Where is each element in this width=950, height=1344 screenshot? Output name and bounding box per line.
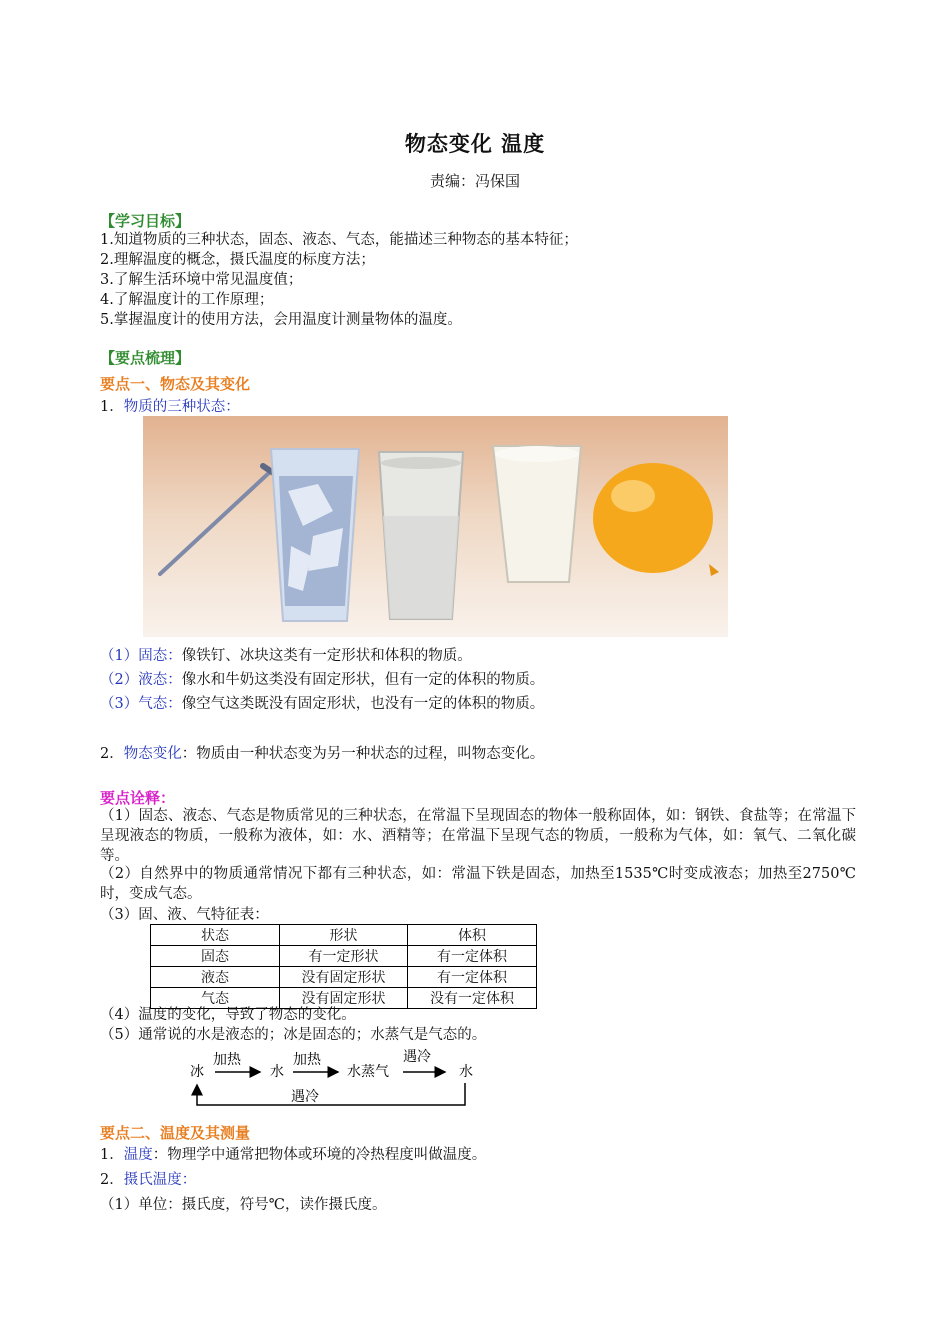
goal-item: 4.了解温度计的工作原理； bbox=[100, 292, 274, 308]
diagram-node: 水 bbox=[270, 1064, 284, 1080]
table-header-row bbox=[151, 925, 537, 946]
balloon-icon bbox=[593, 463, 713, 573]
state-liquid bbox=[100, 670, 544, 690]
item-number: 1． bbox=[100, 1147, 124, 1163]
author-line: 责编：冯保国 bbox=[429, 172, 520, 190]
state-text: 像铁钉、冰块这类有一定形状和体积的物质。 bbox=[181, 648, 472, 664]
table-header: 形状 bbox=[280, 925, 408, 946]
diagram-node: 冰 bbox=[190, 1064, 204, 1080]
item-label: 温度 bbox=[123, 1147, 153, 1163]
explain-p3: （3）固、液、气特征表： bbox=[100, 907, 269, 923]
table-cell: 没有固定形状 bbox=[280, 988, 408, 1009]
point1-heading: 要点一、物态及其变化 bbox=[100, 375, 251, 393]
explain-p1: （1）固态、液态、气态是物质常见的三种状态，在常温下呈现固态的物体一般称固体，如：钢铁、食盐等；在常温下呈现液态的物质，一般称为液体，如：水、酒精等；在常温下呈现气态的物质，一般称为气体，如：氧气、二氧化碳等。 bbox=[100, 808, 856, 864]
state-label: （2）液态： bbox=[100, 672, 182, 688]
diagram-return-label: 遇冷 bbox=[291, 1089, 319, 1105]
point2-item2 bbox=[100, 1170, 196, 1190]
point2-sub1: （1）单位：摄氏度，符号℃，读作摄氏度。 bbox=[100, 1197, 387, 1213]
state-solid bbox=[100, 646, 472, 666]
table-cell: 液态 bbox=[151, 967, 280, 988]
state-text: 像水和牛奶这类没有固定形状，但有一定的体积的物质。 bbox=[181, 672, 545, 688]
goal-item: 1.知道物质的三种状态，固态、液态、气态，能描述三种物态的基本特征； bbox=[100, 232, 578, 248]
goal-item: 5.掌握温度计的使用方法，会用温度计测量物体的温度。 bbox=[100, 312, 462, 328]
item-text: ：物理学中通常把物体或环境的冷热程度叫做温度。 bbox=[152, 1147, 487, 1163]
diagram-arrow-label: 加热 bbox=[213, 1052, 241, 1068]
point1-item1 bbox=[100, 397, 240, 417]
diagram-node: 水蒸气 bbox=[347, 1064, 389, 1080]
table-cell: 没有固定形状 bbox=[280, 967, 408, 988]
state-change-diagram bbox=[185, 1045, 485, 1111]
states-illustration bbox=[143, 416, 728, 637]
summary-heading: 【要点梳理】 bbox=[100, 349, 191, 367]
table-row bbox=[151, 967, 537, 988]
states-table bbox=[150, 924, 537, 1009]
diagram-node: 水 bbox=[459, 1064, 473, 1080]
explain-p2: （2）自然界中的物质通常情况下都有三种状态，如：常温下铁是固态，加热至1535℃时变成液态；加热至2750℃时，变成气态。 bbox=[100, 866, 856, 902]
diagram-return-arrow bbox=[197, 1083, 465, 1105]
point2-item1 bbox=[100, 1145, 486, 1165]
goals-heading: 【学习目标】 bbox=[100, 212, 191, 230]
point1-item2 bbox=[100, 744, 544, 764]
explain-heading: 要点诠释： bbox=[100, 789, 176, 807]
item-label: 物态变化 bbox=[123, 746, 182, 762]
milk-glass-icon bbox=[493, 446, 581, 582]
goal-item: 3.了解生活环境中常见温度值； bbox=[100, 272, 303, 288]
table-header: 状态 bbox=[151, 925, 280, 946]
nail-icon bbox=[160, 471, 271, 574]
explain-p4: （4）温度的变化，导致了物态的变化。 bbox=[100, 1007, 356, 1023]
item-number: 1． bbox=[100, 399, 124, 415]
item-label: 摄氏温度： bbox=[123, 1172, 197, 1188]
diagram-arrow-label: 遇冷 bbox=[403, 1049, 431, 1065]
table-cell: 有一定体积 bbox=[408, 946, 537, 967]
table-cell: 有一定体积 bbox=[408, 967, 537, 988]
table-cell: 固态 bbox=[151, 946, 280, 967]
state-label: （3）气态： bbox=[100, 696, 182, 712]
states-photo bbox=[143, 416, 728, 637]
table-cell: 没有一定体积 bbox=[408, 988, 537, 1009]
item-text: ：物质由一种状态变为另一种状态的过程，叫物态变化。 bbox=[181, 746, 545, 762]
state-gas bbox=[100, 694, 544, 714]
state-label: （1）固态： bbox=[100, 648, 182, 664]
state-text: 像空气这类既没有固定形状，也没有一定的体积的物质。 bbox=[181, 696, 545, 712]
table-row bbox=[151, 946, 537, 967]
diagram-arrow-label: 加热 bbox=[293, 1052, 321, 1068]
item-number: 2． bbox=[100, 1172, 124, 1188]
table-cell: 气态 bbox=[151, 988, 280, 1009]
explain-p5: （5）通常说的水是液态的；冰是固态的；水蒸气是气态的。 bbox=[100, 1027, 487, 1043]
page-title: 物态变化 温度 bbox=[404, 131, 546, 156]
table-header: 体积 bbox=[408, 925, 537, 946]
item-label: 物质的三种状态： bbox=[123, 399, 240, 415]
item-number: 2． bbox=[100, 746, 124, 762]
table-cell: 有一定形状 bbox=[280, 946, 408, 967]
point2-heading: 要点二、温度及其测量 bbox=[100, 1124, 251, 1142]
goal-item: 2.理解温度的概念，摄氏温度的标度方法； bbox=[100, 252, 375, 268]
